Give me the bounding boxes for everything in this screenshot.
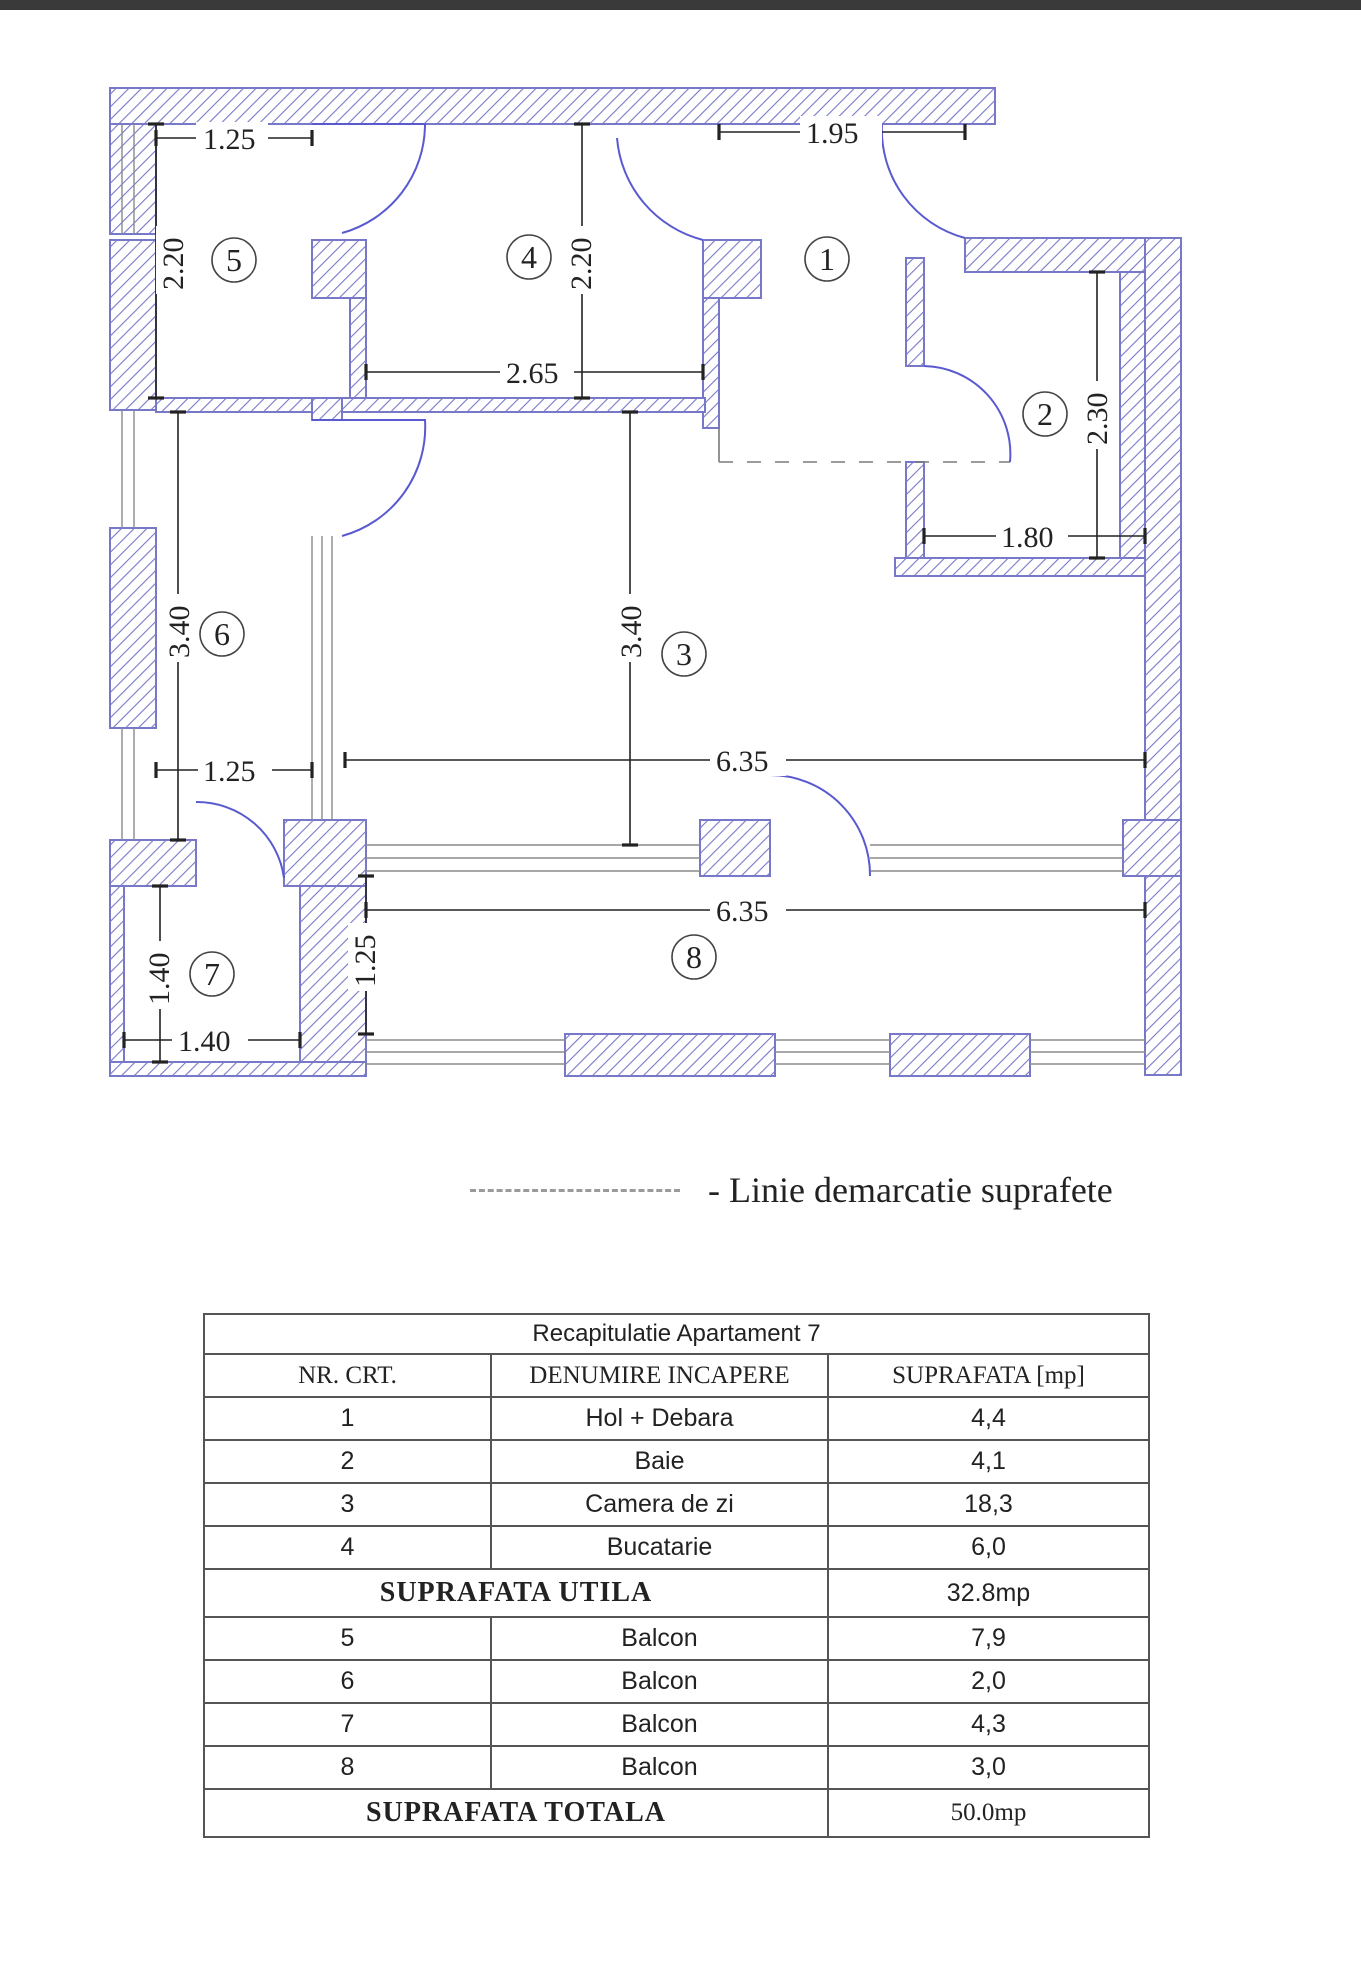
dim-label: 2.30: [1081, 392, 1114, 445]
wall-bal8-bottom-a: [565, 1034, 775, 1076]
dim-label: 1.40: [143, 952, 176, 1005]
cell-area: 4,4: [828, 1397, 1149, 1440]
header-nr: NR. CRT.: [204, 1354, 491, 1397]
cell-name: Balcon: [491, 1703, 828, 1746]
dim-label: 1.40: [178, 1025, 231, 1058]
legend: [470, 1170, 1113, 1210]
room-number-6: 6: [214, 616, 230, 652]
table-row: [204, 1397, 1149, 1440]
wall-bal7-bottom: [110, 1062, 366, 1076]
util-total-value: 32.8mp: [828, 1569, 1149, 1617]
wall-bal7-top-right: [284, 820, 366, 886]
table-caption: Recapitulatie Apartament 7: [204, 1314, 1149, 1354]
dim-label: 2.20: [157, 237, 190, 290]
dim-label: 1.95: [806, 117, 859, 150]
wall-right: [1145, 238, 1181, 1075]
table-row: [204, 1483, 1149, 1526]
cell-name: Hol + Debara: [491, 1397, 828, 1440]
cell-name: Balcon: [491, 1617, 828, 1660]
door-balcony5: [312, 124, 425, 233]
cell-nr: 8: [204, 1746, 491, 1789]
cell-nr: 6: [204, 1660, 491, 1703]
room-number-4: 4: [521, 239, 537, 275]
cell-name: Camera de zi: [491, 1483, 828, 1526]
room-number-1: 1: [819, 241, 835, 277]
wall-mid-stub: [312, 398, 342, 420]
wall-bal7-top-left: [110, 840, 196, 886]
wall-bal7-left: [110, 886, 124, 1076]
wall-bath-bottom: [895, 558, 1145, 576]
dim-label: 1.25: [349, 934, 382, 987]
wall-left-mid: [110, 240, 156, 410]
wall-left-upper: [110, 124, 156, 234]
dim-label: 3.40: [163, 605, 196, 658]
cell-area: 6,0: [828, 1526, 1149, 1569]
wall-mid-horizontal: [156, 398, 705, 412]
dim-label: 1.25: [203, 755, 256, 788]
cell-area: 4,3: [828, 1703, 1149, 1746]
wall-left-lower: [110, 528, 156, 728]
cell-name: Baie: [491, 1440, 828, 1483]
wall-bal8-bottom-b: [890, 1034, 1030, 1076]
room-number-7: 7: [204, 956, 220, 992]
room-number-2: 2: [1037, 396, 1053, 432]
header-name: DENUMIRE INCAPERE: [491, 1354, 828, 1397]
walls: [110, 88, 1181, 1076]
dim-label: 2.20: [565, 237, 598, 290]
cell-area: 3,0: [828, 1746, 1149, 1789]
dim-label: 1.80: [1001, 521, 1054, 554]
dim-label: 1.25: [203, 123, 256, 156]
wall-bath-right: [1120, 272, 1145, 572]
cell-nr: 7: [204, 1703, 491, 1746]
grand-total-value: 50.0mp: [828, 1789, 1149, 1837]
door-bath: [924, 366, 1010, 462]
cell-nr: 1: [204, 1397, 491, 1440]
doors: [196, 124, 1010, 878]
room-number-8: 8: [686, 939, 702, 975]
table-row: [204, 1660, 1149, 1703]
cell-name: Balcon: [491, 1660, 828, 1703]
pillar-kitchen-left: [312, 240, 366, 298]
cell-area: 2,0: [828, 1660, 1149, 1703]
area-summary-table: [203, 1313, 1150, 1838]
door-hall-right: [882, 124, 965, 238]
cell-nr: 5: [204, 1617, 491, 1660]
table-row: [204, 1617, 1149, 1660]
table-row: [204, 1526, 1149, 1569]
door-living: [312, 420, 425, 536]
cell-area: 7,9: [828, 1617, 1149, 1660]
dim-label: 6.35: [716, 745, 769, 778]
table-header-row: [204, 1354, 1149, 1397]
room-number-3: 3: [676, 636, 692, 672]
grand-total-label: SUPRAFATA TOTALA: [204, 1789, 828, 1837]
room-number-5: 5: [226, 242, 242, 278]
legend-text: - Linie demarcatie suprafete: [708, 1170, 1113, 1210]
dim-label: 2.65: [506, 357, 559, 390]
dim-label: 6.35: [716, 895, 769, 928]
cell-area: 18,3: [828, 1483, 1149, 1526]
cell-nr: 4: [204, 1526, 491, 1569]
cell-nr: 2: [204, 1440, 491, 1483]
table-row: [204, 1440, 1149, 1483]
door-balcony7: [196, 802, 284, 878]
legend-dashed-line: [470, 1189, 680, 1192]
door-balcony8: [770, 775, 870, 876]
cell-name: Balcon: [491, 1746, 828, 1789]
pillar-kitchen-right: [703, 240, 761, 298]
cell-area: 4,1: [828, 1440, 1149, 1483]
wall-kitchen-left: [350, 298, 366, 406]
header-area: SUPRAFATA [mp]: [828, 1354, 1149, 1397]
table-row: [204, 1746, 1149, 1789]
util-total-row: [204, 1569, 1149, 1617]
table-row: [204, 1703, 1149, 1746]
cell-nr: 3: [204, 1483, 491, 1526]
util-total-label: SUPRAFATA UTILA: [204, 1569, 828, 1617]
door-entrance: [617, 138, 703, 240]
cell-name: Bucatarie: [491, 1526, 828, 1569]
wall-bath-left-lower: [906, 462, 924, 562]
pillar-living-right: [1123, 820, 1181, 876]
grand-total-row: [204, 1789, 1149, 1837]
wall-bath-left-upper: [906, 258, 924, 366]
dim-label: 3.40: [615, 605, 648, 658]
pillar-living-mid: [700, 820, 770, 876]
